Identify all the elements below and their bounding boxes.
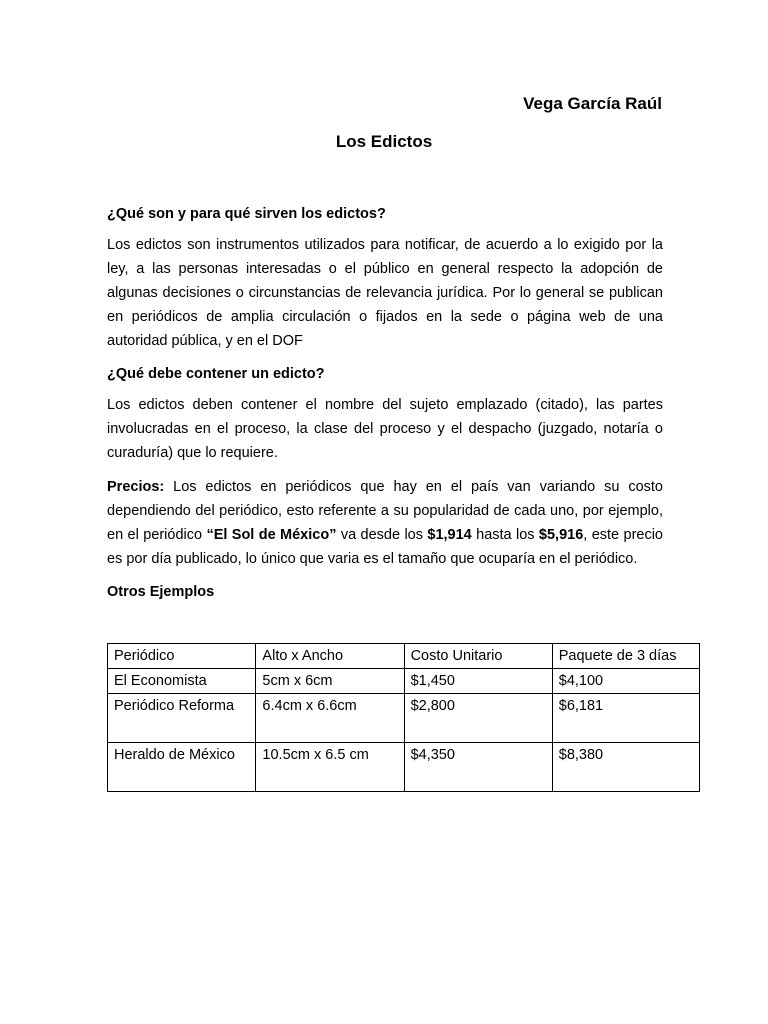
table-row [108,694,700,743]
table-cell: 5cm x 6cm [256,669,404,694]
column-header: Costo Unitario [404,644,552,669]
price-min: $1,914 [427,527,472,543]
table-cell: Heraldo de México [108,743,256,792]
column-header: Paquete de 3 días [552,644,699,669]
prices-table [107,643,700,792]
document-body [107,203,663,603]
prices-label: Precios: [107,479,165,495]
column-header: Alto x Ancho [256,644,404,669]
column-header: Periódico [108,644,256,669]
table-cell: $8,380 [552,743,699,792]
prices-text-3: hasta los [471,527,539,543]
prices-text-1: Los edictos en periódicos que hay en el país van variando su costo dependiendo del periódico, esto referente a su popularidad de cada uno, por ejemplo, en el periódico [107,479,663,543]
table-cell: $6,181 [552,694,699,743]
price-max: $5,916 [538,527,584,543]
prices-text-4: , este precio es por día publicado, lo único que varia es el tamaño que ocuparía en el periódico. [107,527,663,567]
table-row [108,743,700,792]
paragraph-what-are-edicts: Los edictos son instrumentos utilizados para notificar, de acuerdo a lo exigido por la ley, a las personas interesadas o el público en general respecto la adopción de algunas decisiones o circunstancias de relevancia jurídica. Por lo general se publican en periódicos de amplia circulación o fijados en la sede o página web de una autoridad pública, y en el DOF [107,237,663,349]
table-cell: 10.5cm x 6.5 cm [256,743,404,792]
table-row [108,669,700,694]
section-heading-edict-contents: ¿Qué debe contener un edicto? [107,366,325,382]
paragraph-edict-contents: Los edictos deben contener el nombre del sujeto emplazado (citado), las partes involucradas en el proceso, la clase del proceso y el despacho (juzgado, notaría o curaduría) que lo requiere. [107,397,663,461]
newspaper-name: “El Sol de México” [206,527,337,543]
author-name: Vega García Raúl [523,94,662,113]
section-heading-what-are-edicts: ¿Qué son y para qué sirven los edictos? [107,206,386,222]
table-cell: El Economista [108,669,256,694]
table-cell: $4,100 [552,669,699,694]
table-cell: $2,800 [404,694,552,743]
table-cell: 6.4cm x 6.6cm [256,694,404,743]
table-header-row [108,644,700,669]
prices-text-2: va desde los [336,527,428,543]
table-cell: $4,350 [404,743,552,792]
table-cell: Periódico Reforma [108,694,256,743]
paragraph-prices [107,475,663,571]
table-cell: $1,450 [404,669,552,694]
document-title: Los Edictos [335,132,433,151]
section-heading-other-examples: Otros Ejemplos [107,584,215,600]
